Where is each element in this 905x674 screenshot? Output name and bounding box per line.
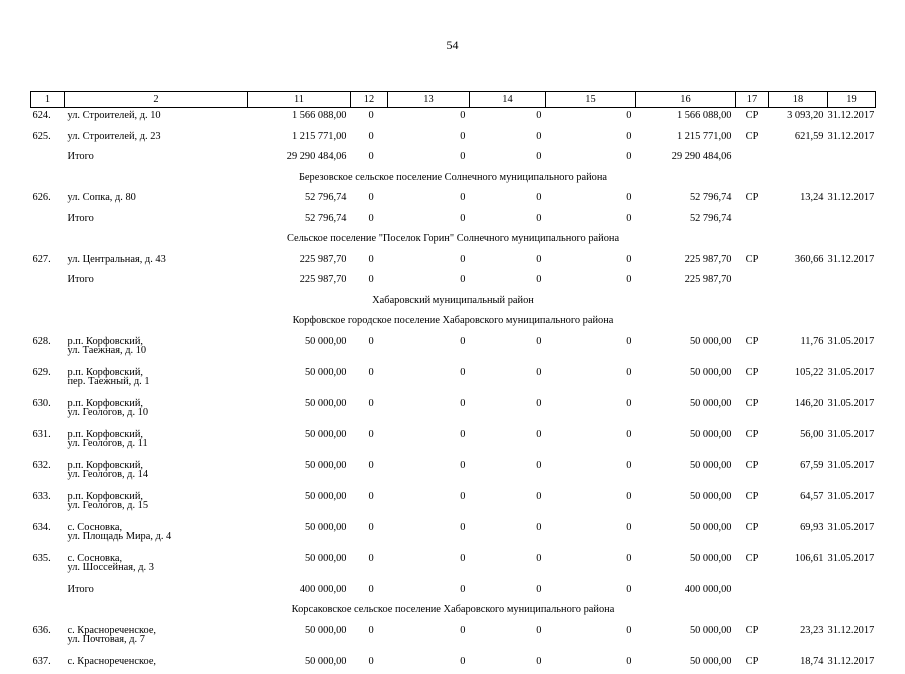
cell-col-16: 50 000,00: [636, 623, 736, 654]
cell-col-14: 0: [470, 252, 546, 273]
cell-col-12: 0: [351, 211, 388, 232]
cell-col-13: 0: [388, 427, 470, 458]
cell-col-13: 0: [388, 582, 470, 603]
row-number: 629.: [31, 365, 65, 396]
row-number: 636.: [31, 623, 65, 654]
address: [65, 623, 248, 654]
cell-col-17: СР: [736, 551, 769, 582]
cell-col-12: 0: [351, 427, 388, 458]
cell-col-16: 50 000,00: [636, 654, 736, 674]
address-line: ул. Строителей, д. 10: [68, 111, 248, 121]
cell-col-15: 0: [546, 427, 636, 458]
cell-col-17: [736, 272, 769, 293]
column-header: 14: [470, 92, 546, 108]
cell-col-17: [736, 149, 769, 170]
cell-col-16: 50 000,00: [636, 334, 736, 365]
total-row: [31, 272, 876, 293]
cell-col-12: 0: [351, 129, 388, 150]
cell-col-18: 67,59: [769, 458, 828, 489]
cell-col-19: 31.12.2017: [828, 129, 876, 150]
cell-col-19: 31.12.2017: [828, 252, 876, 273]
address: [65, 365, 248, 396]
cell-col-15: 0: [546, 334, 636, 365]
section-heading: Корфовское городское поселение Хабаровского муниципального района: [31, 313, 876, 334]
cell-col-11: 225 987,70: [248, 272, 351, 293]
cell-col-12: 0: [351, 365, 388, 396]
cell-col-13: 0: [388, 211, 470, 232]
cell-col-19: 31.05.2017: [828, 427, 876, 458]
column-header: 11: [248, 92, 351, 108]
cell-col-12: 0: [351, 272, 388, 293]
table-body: [31, 108, 876, 674]
cell-col-14: 0: [470, 272, 546, 293]
address-line: ул. Таежная, д. 10: [68, 346, 248, 356]
cell-col-14: 0: [470, 108, 546, 129]
cell-col-11: 1 215 771,00: [248, 129, 351, 150]
cell-col-15: 0: [546, 211, 636, 232]
address-line: р.п. Корфовский,: [68, 461, 248, 471]
cell-col-19: [828, 272, 876, 293]
cell-col-13: 0: [388, 108, 470, 129]
address: [65, 427, 248, 458]
cell-col-18: 3 093,20: [769, 108, 828, 129]
cell-col-17: СР: [736, 623, 769, 654]
cell-col-17: СР: [736, 489, 769, 520]
cell-col-15: 0: [546, 520, 636, 551]
cell-col-16: 50 000,00: [636, 365, 736, 396]
row-number: 632.: [31, 458, 65, 489]
cell-col-15: 0: [546, 582, 636, 603]
cell-col-17: СР: [736, 365, 769, 396]
cell-col-13: 0: [388, 272, 470, 293]
cell-col-11: 50 000,00: [248, 427, 351, 458]
cell-col-15: 0: [546, 108, 636, 129]
table-row: [31, 365, 876, 396]
cell-col-11: 50 000,00: [248, 458, 351, 489]
address-line: пер. Таежный, д. 1: [68, 377, 248, 387]
address-line: ул. Геологов, д. 10: [68, 408, 248, 418]
cell-col-17: СР: [736, 252, 769, 273]
cell-col-16: 50 000,00: [636, 551, 736, 582]
address: [65, 252, 248, 273]
cell-col-14: 0: [470, 623, 546, 654]
address: [65, 654, 248, 674]
cell-col-16: 225 987,70: [636, 252, 736, 273]
cell-col-19: 31.05.2017: [828, 520, 876, 551]
address: [65, 334, 248, 365]
address-line: ул. Почтовая, д. 7: [68, 635, 248, 645]
cell-col-14: 0: [470, 190, 546, 211]
row-number: 635.: [31, 551, 65, 582]
address-line: с. Сосновка,: [68, 523, 248, 533]
cell-col-18: 360,66: [769, 252, 828, 273]
cell-col-19: 31.05.2017: [828, 334, 876, 365]
table-row: [31, 190, 876, 211]
cell-col-17: СР: [736, 190, 769, 211]
table-row: [31, 252, 876, 273]
address: [65, 129, 248, 150]
section-heading-row: [31, 170, 876, 191]
cell-col-17: [736, 211, 769, 232]
cell-col-13: 0: [388, 252, 470, 273]
cell-col-11: 52 796,74: [248, 211, 351, 232]
address-line: Итого: [68, 214, 248, 224]
cell-col-15: 0: [546, 272, 636, 293]
cell-col-16: 400 000,00: [636, 582, 736, 603]
cell-col-19: 31.12.2017: [828, 108, 876, 129]
address: [65, 520, 248, 551]
column-header: 17: [736, 92, 769, 108]
cell-col-14: 0: [470, 365, 546, 396]
cell-col-15: 0: [546, 252, 636, 273]
address-line: р.п. Корфовский,: [68, 337, 248, 347]
address-line: р.п. Корфовский,: [68, 430, 248, 440]
address-line: р.п. Корфовский,: [68, 399, 248, 409]
cell-col-15: 0: [546, 458, 636, 489]
cell-col-19: 31.05.2017: [828, 551, 876, 582]
cell-col-14: 0: [470, 211, 546, 232]
address-line: Итого: [68, 152, 248, 162]
address-line: ул. Сопка, д. 80: [68, 193, 248, 203]
address: [65, 489, 248, 520]
cell-col-11: 400 000,00: [248, 582, 351, 603]
cell-col-18: 56,00: [769, 427, 828, 458]
address-line: Итого: [68, 585, 248, 595]
cell-col-16: 1 215 771,00: [636, 129, 736, 150]
section-heading: Корсаковское сельское поселение Хабаровского муниципального района: [31, 602, 876, 623]
cell-col-16: 225 987,70: [636, 272, 736, 293]
address: [65, 190, 248, 211]
section-heading-row: [31, 602, 876, 623]
column-header: 16: [636, 92, 736, 108]
cell-col-11: 29 290 484,06: [248, 149, 351, 170]
cell-col-15: 0: [546, 623, 636, 654]
cell-col-12: 0: [351, 334, 388, 365]
cell-col-15: 0: [546, 149, 636, 170]
cell-col-17: СР: [736, 654, 769, 674]
address: [65, 149, 248, 170]
cell-col-12: 0: [351, 654, 388, 674]
address-line: ул. Геологов, д. 11: [68, 439, 248, 449]
address-line: с. Сосновка,: [68, 554, 248, 564]
address: [65, 211, 248, 232]
section-heading-row: [31, 231, 876, 252]
address: [65, 551, 248, 582]
address-line: ул. Площадь Мира, д. 4: [68, 532, 248, 542]
cell-col-18: 18,74: [769, 654, 828, 674]
cell-col-13: 0: [388, 489, 470, 520]
cell-col-11: 50 000,00: [248, 551, 351, 582]
cell-col-16: 52 796,74: [636, 211, 736, 232]
cell-col-12: 0: [351, 489, 388, 520]
cell-col-18: [769, 211, 828, 232]
cell-col-17: СР: [736, 129, 769, 150]
address: [65, 396, 248, 427]
cell-col-12: 0: [351, 149, 388, 170]
cell-col-18: [769, 582, 828, 603]
cell-col-17: [736, 582, 769, 603]
cell-col-13: 0: [388, 149, 470, 170]
address-line: р.п. Корфовский,: [68, 368, 248, 378]
cell-col-19: 31.12.2017: [828, 190, 876, 211]
cell-col-19: [828, 211, 876, 232]
address-line: Итого: [68, 275, 248, 285]
cell-col-15: 0: [546, 489, 636, 520]
cell-col-18: 11,76: [769, 334, 828, 365]
cell-col-16: 1 566 088,00: [636, 108, 736, 129]
table-row: [31, 520, 876, 551]
cell-col-11: 50 000,00: [248, 520, 351, 551]
cell-col-13: 0: [388, 396, 470, 427]
table-row: [31, 654, 876, 674]
section-heading-row: [31, 313, 876, 334]
cell-col-13: 0: [388, 654, 470, 674]
page-number: 54: [0, 38, 905, 53]
cell-col-18: 106,61: [769, 551, 828, 582]
cell-col-12: 0: [351, 551, 388, 582]
address: [65, 108, 248, 129]
cell-col-14: 0: [470, 551, 546, 582]
cell-col-19: [828, 582, 876, 603]
cell-col-12: 0: [351, 520, 388, 551]
column-header: 19: [828, 92, 876, 108]
column-header: 13: [388, 92, 470, 108]
table-row: [31, 489, 876, 520]
cell-col-11: 1 566 088,00: [248, 108, 351, 129]
table-row: [31, 623, 876, 654]
cell-col-11: 50 000,00: [248, 396, 351, 427]
cell-col-16: 29 290 484,06: [636, 149, 736, 170]
cell-col-13: 0: [388, 551, 470, 582]
cell-col-12: 0: [351, 108, 388, 129]
cell-col-17: СР: [736, 427, 769, 458]
cell-col-15: 0: [546, 551, 636, 582]
section-heading: Березовское сельское поселение Солнечного муниципального района: [31, 170, 876, 191]
section-heading-row: [31, 293, 876, 314]
address-line: ул. Геологов, д. 15: [68, 501, 248, 511]
cell-col-13: 0: [388, 129, 470, 150]
row-number: 625.: [31, 129, 65, 150]
row-number: 626.: [31, 190, 65, 211]
cell-col-12: 0: [351, 458, 388, 489]
cell-col-16: 50 000,00: [636, 520, 736, 551]
cell-col-18: 621,59: [769, 129, 828, 150]
cell-col-17: СР: [736, 520, 769, 551]
cell-col-16: 50 000,00: [636, 458, 736, 489]
table-row: [31, 108, 876, 129]
cell-col-13: 0: [388, 520, 470, 551]
table-header: [31, 92, 876, 108]
cell-col-18: 69,93: [769, 520, 828, 551]
cell-col-14: 0: [470, 489, 546, 520]
cell-col-14: 0: [470, 427, 546, 458]
row-number: 624.: [31, 108, 65, 129]
cell-col-18: 105,22: [769, 365, 828, 396]
cell-col-19: 31.05.2017: [828, 365, 876, 396]
cell-col-18: 146,20: [769, 396, 828, 427]
data-table: [30, 91, 876, 674]
row-number: [31, 211, 65, 232]
cell-col-18: [769, 272, 828, 293]
column-header: 18: [769, 92, 828, 108]
cell-col-15: 0: [546, 365, 636, 396]
cell-col-16: 50 000,00: [636, 489, 736, 520]
cell-col-19: 31.05.2017: [828, 396, 876, 427]
cell-col-16: 50 000,00: [636, 396, 736, 427]
cell-col-14: 0: [470, 520, 546, 551]
cell-col-11: 50 000,00: [248, 334, 351, 365]
section-heading: Хабаровский муниципальный район: [31, 293, 876, 314]
cell-col-14: 0: [470, 396, 546, 427]
cell-col-11: 50 000,00: [248, 365, 351, 396]
cell-col-17: СР: [736, 396, 769, 427]
cell-col-19: 31.05.2017: [828, 458, 876, 489]
cell-col-13: 0: [388, 623, 470, 654]
total-row: [31, 582, 876, 603]
row-number: [31, 272, 65, 293]
cell-col-13: 0: [388, 190, 470, 211]
table-row: [31, 129, 876, 150]
cell-col-13: 0: [388, 365, 470, 396]
total-row: [31, 211, 876, 232]
cell-col-17: СР: [736, 108, 769, 129]
cell-col-12: 0: [351, 623, 388, 654]
table-row: [31, 551, 876, 582]
cell-col-14: 0: [470, 334, 546, 365]
cell-col-16: 50 000,00: [636, 427, 736, 458]
row-number: 637.: [31, 654, 65, 674]
cell-col-11: 50 000,00: [248, 489, 351, 520]
cell-col-12: 0: [351, 190, 388, 211]
cell-col-13: 0: [388, 334, 470, 365]
cell-col-18: 64,57: [769, 489, 828, 520]
cell-col-18: 23,23: [769, 623, 828, 654]
cell-col-18: [769, 149, 828, 170]
table-row: [31, 458, 876, 489]
cell-col-17: СР: [736, 458, 769, 489]
column-header: 15: [546, 92, 636, 108]
cell-col-15: 0: [546, 654, 636, 674]
cell-col-18: 13,24: [769, 190, 828, 211]
column-header: 2: [65, 92, 248, 108]
cell-col-13: 0: [388, 458, 470, 489]
address-line: ул. Строителей, д. 23: [68, 132, 248, 142]
address-line: ул. Геологов, д. 14: [68, 470, 248, 480]
address: [65, 582, 248, 603]
address-line: с. Краснореченское,: [68, 657, 248, 667]
cell-col-14: 0: [470, 458, 546, 489]
cell-col-12: 0: [351, 582, 388, 603]
cell-col-14: 0: [470, 654, 546, 674]
column-header: 1: [31, 92, 65, 108]
cell-col-19: 31.05.2017: [828, 489, 876, 520]
cell-col-14: 0: [470, 582, 546, 603]
section-heading: Сельское поселение "Поселок Горин" Солнечного муниципального района: [31, 231, 876, 252]
address: [65, 458, 248, 489]
cell-col-14: 0: [470, 149, 546, 170]
cell-col-11: 52 796,74: [248, 190, 351, 211]
cell-col-11: 225 987,70: [248, 252, 351, 273]
address-line: ул. Центральная, д. 43: [68, 255, 248, 265]
row-number: 628.: [31, 334, 65, 365]
address-line: ул. Шоссейная, д. 3: [68, 563, 248, 573]
row-number: 630.: [31, 396, 65, 427]
address-line: р.п. Корфовский,: [68, 492, 248, 502]
cell-col-14: 0: [470, 129, 546, 150]
cell-col-19: 31.12.2017: [828, 654, 876, 674]
row-number: [31, 582, 65, 603]
address-line: с. Краснореченское,: [68, 626, 248, 636]
address: [65, 272, 248, 293]
cell-col-19: [828, 149, 876, 170]
cell-col-11: 50 000,00: [248, 654, 351, 674]
row-number: 627.: [31, 252, 65, 273]
cell-col-17: СР: [736, 334, 769, 365]
table-row: [31, 427, 876, 458]
cell-col-15: 0: [546, 396, 636, 427]
row-number: [31, 149, 65, 170]
cell-col-11: 50 000,00: [248, 623, 351, 654]
cell-col-15: 0: [546, 190, 636, 211]
row-number: 631.: [31, 427, 65, 458]
cell-col-19: 31.12.2017: [828, 623, 876, 654]
cell-col-15: 0: [546, 129, 636, 150]
cell-col-16: 52 796,74: [636, 190, 736, 211]
cell-col-12: 0: [351, 252, 388, 273]
row-number: 634.: [31, 520, 65, 551]
row-number: 633.: [31, 489, 65, 520]
table-row: [31, 396, 876, 427]
table-row: [31, 334, 876, 365]
column-header: 12: [351, 92, 388, 108]
total-row: [31, 149, 876, 170]
cell-col-12: 0: [351, 396, 388, 427]
